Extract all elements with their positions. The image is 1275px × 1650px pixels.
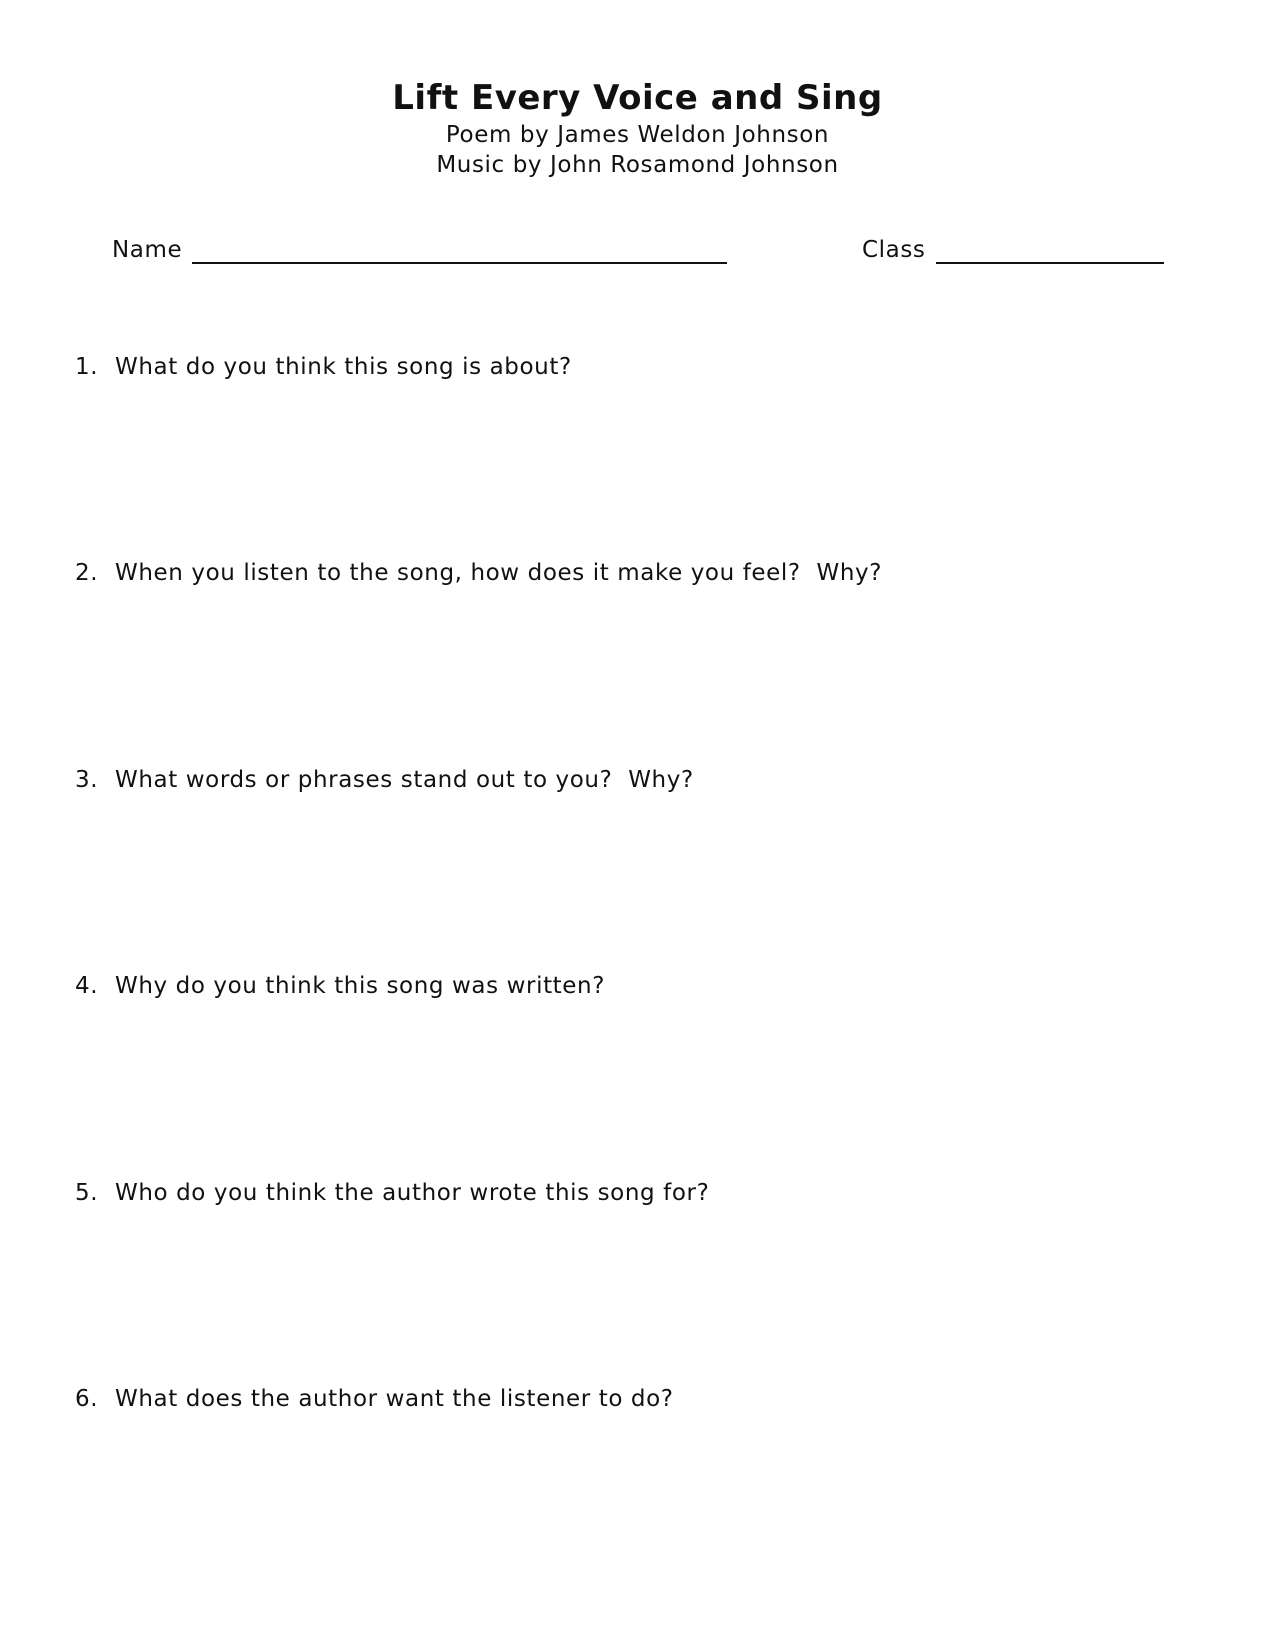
question-5 xyxy=(75,1178,709,1208)
music-credit: Music by John Rosamond Johnson xyxy=(436,152,839,178)
question-number: 3. xyxy=(75,767,99,793)
name-field xyxy=(112,236,727,264)
class-field xyxy=(862,236,1164,264)
question-text: When you listen to the song, how does it make you feel? Why? xyxy=(115,560,883,586)
worksheet-header xyxy=(0,76,1275,180)
question-number: 6. xyxy=(75,1386,99,1412)
page-title: Lift Every Voice and Sing xyxy=(392,78,883,118)
question-2 xyxy=(75,558,882,588)
poem-credit: Poem by James Weldon Johnson xyxy=(445,122,830,148)
question-text: Who do you think the author wrote this song for? xyxy=(115,1180,710,1206)
question-number: 5. xyxy=(75,1180,99,1206)
class-label: Class xyxy=(862,237,926,263)
question-text: What do you think this song is about? xyxy=(115,354,572,380)
question-text: What words or phrases stand out to you? Why? xyxy=(115,767,694,793)
name-blank-line xyxy=(192,238,727,264)
question-number: 4. xyxy=(75,973,99,999)
question-1 xyxy=(75,352,572,382)
class-blank-line xyxy=(936,238,1164,264)
name-label: Name xyxy=(112,237,183,263)
question-text: Why do you think this song was written? xyxy=(115,973,606,999)
question-4 xyxy=(75,971,605,1001)
question-3 xyxy=(75,765,694,795)
question-6 xyxy=(75,1384,674,1414)
question-number: 2. xyxy=(75,560,99,586)
question-number: 1. xyxy=(75,354,99,380)
question-text: What does the author want the listener to do? xyxy=(115,1386,674,1412)
